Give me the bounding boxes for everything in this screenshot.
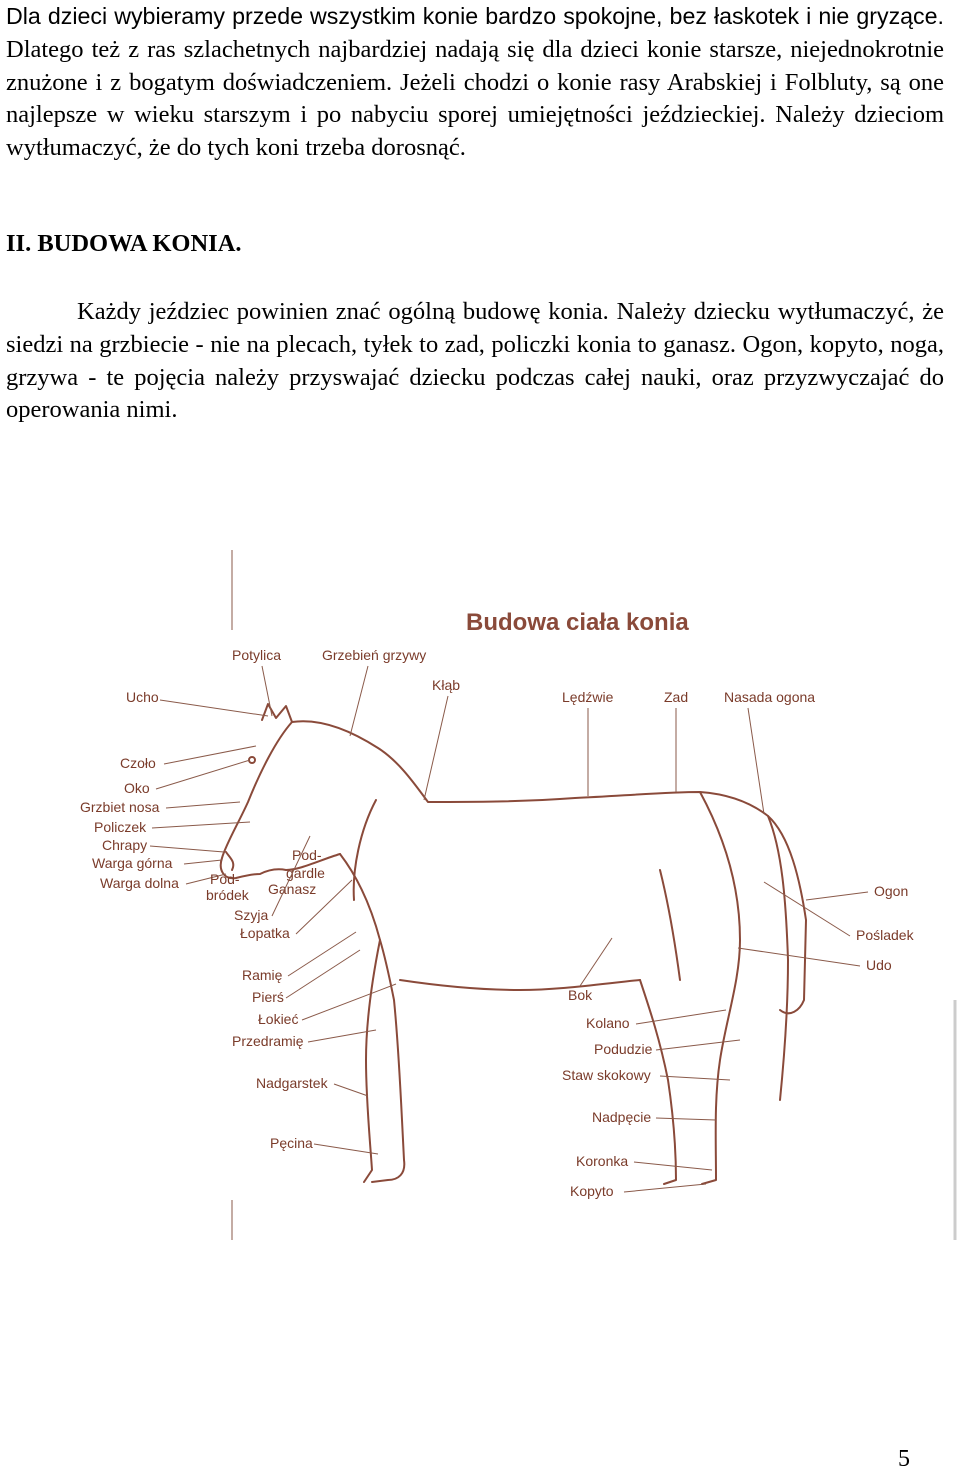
figure-title: Budowa ciała konia: [466, 609, 689, 636]
label-nadgarstek: Nadgarstek: [256, 1075, 328, 1091]
label-lopatka: Łopatka: [240, 925, 290, 941]
label-udo: Udo: [866, 957, 892, 973]
label-policzek: Policzek: [94, 819, 147, 835]
label-lokiec: Łokieć: [258, 1011, 299, 1027]
label-szyja: Szyja: [234, 907, 269, 923]
label-podbrodek-1: Pod-: [210, 871, 240, 887]
label-nadpecie: Nadpęcie: [592, 1109, 652, 1125]
label-bok: Bok: [568, 987, 593, 1003]
section-heading: II. BUDOWA KONIA.: [6, 230, 242, 257]
label-pecina: Pęcina: [270, 1135, 313, 1151]
intro-rest: Dlatego też z ras szlachetnych najbardziej nadają się dla dzieci konie starsze, niejednokrotnie znużone i z bogatym doświadczeniem. Jeżeli chodzi o konie rasy Arabskiej i Folbluty, są one najlepsze w wieku starszym i po nabyciu sporej umiejętności jeździeckiej. Należy dzieciom wytłumaczyć, że do tych koni trzeba dorosnąć.: [6, 35, 944, 162]
label-ogon: Ogon: [874, 883, 909, 899]
label-ledzwie: Lędźwie: [562, 689, 614, 705]
label-grzebien-grzywy: Grzebień grzywy: [322, 647, 427, 663]
label-potylica: Potylica: [232, 647, 282, 663]
label-oko: Oko: [124, 780, 150, 796]
label-nasada-ogona: Nasada ogona: [724, 689, 816, 705]
intro-paragraph: [6, 0, 944, 165]
body-paragraph: Każdy jeździec powinien znać ogólną budowę konia. Należy dziecku wytłumaczyć, że siedzi na grzbiecie - nie na plecach, tyłek to zad, policzki konia to ganasz. Ogon, kopyto, noga, grzywa - te pojęcia należy przyswajać dziecku podczas całej nauki, oraz przyzwyczajać do operowania nimi.: [6, 298, 944, 424]
label-staw-skokowy: Staw skokowy: [562, 1067, 651, 1083]
label-podbrodek-2: bródek: [206, 887, 249, 903]
horse-illustration: [221, 704, 806, 1184]
label-przedramie: Przedramię: [232, 1033, 304, 1049]
label-podudzie: Podudzie: [594, 1041, 653, 1057]
horse-anatomy-diagram: [0, 540, 960, 1250]
label-warga-gorna: Warga górna: [92, 855, 173, 871]
label-kolano: Kolano: [586, 1015, 630, 1031]
label-podgardle-1: Pod-: [292, 847, 322, 863]
label-ramie: Ramię: [242, 967, 283, 983]
label-czolo: Czoło: [120, 755, 156, 771]
page-number: 5: [898, 1446, 910, 1472]
label-klab: Kłąb: [432, 677, 461, 693]
label-zad: Zad: [664, 689, 689, 705]
label-koronka: Koronka: [576, 1153, 629, 1169]
label-ucho: Ucho: [126, 689, 159, 705]
label-piers: Pierś: [252, 989, 284, 1005]
label-warga-dolna: Warga dolna: [100, 875, 179, 891]
label-chrapy: Chrapy: [102, 837, 148, 853]
label-kopyto: Kopyto: [570, 1183, 614, 1199]
label-grzbiet-nosa: Grzbiet nosa: [80, 799, 160, 815]
intro-lead: Dla dzieci wybieramy przede wszystkim konie bardzo spokojne, bez łaskotek i nie gryzące.: [6, 3, 944, 29]
label-podgardle-2: gardle: [286, 865, 325, 881]
label-posladek: Pośladek: [856, 927, 914, 943]
label-ganasz: Ganasz: [268, 881, 317, 897]
